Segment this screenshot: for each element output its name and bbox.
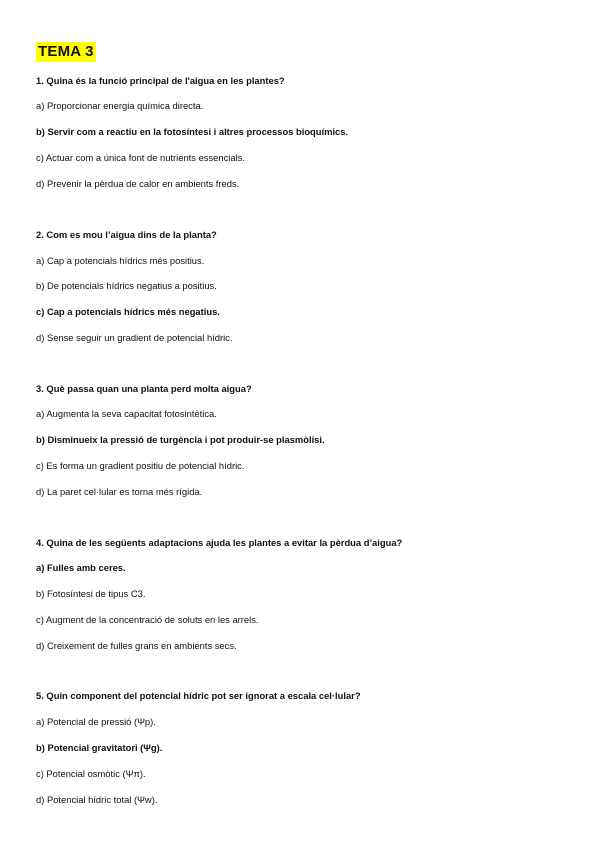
q2-option-c: c) Cap a potencials hídrics més negatius. — [36, 306, 220, 317]
question-3: 3. Què passa quan una planta perd molta aigua? — [36, 383, 252, 394]
question-2: 2. Com es mou l’aigua dins de la planta? — [36, 229, 217, 240]
q3-option-a: a) Augmenta la seva capacitat fotosintètica. — [36, 408, 217, 419]
q5-option-b: b) Potencial gravitatori (Ψg). — [36, 742, 163, 753]
q4-option-a: a) Fulles amb ceres. — [36, 562, 126, 573]
q2-option-a: a) Cap a potencials hídrics més positius. — [36, 255, 205, 266]
q4-option-b: b) Fotosíntesi de tipus C3. — [36, 588, 146, 599]
q3-option-d: d) La paret cel·lular es torna més rígida. — [36, 486, 203, 497]
q5-option-a: a) Potencial de pressió (Ψp). — [36, 716, 156, 727]
q1-option-d: d) Prevenir la pèrdua de calor en ambients freds. — [36, 178, 240, 189]
question-5: 5. Quin component del potencial hídric pot ser ignorat a escala cel·lular? — [36, 690, 361, 701]
q3-option-c: c) Es forma un gradient positiu de potencial hídric. — [36, 460, 245, 471]
q2-option-d: d) Sense seguir un gradient de potencial hídric. — [36, 332, 233, 343]
question-1: 1. Quina és la funció principal de l'aigua en les plantes? — [36, 75, 285, 86]
q4-option-c: c) Augment de la concentració de soluts en les arrels. — [36, 614, 259, 625]
q1-option-a: a) Proporcionar energia química directa. — [36, 100, 204, 111]
q3-option-b: b) Disminueix la pressió de turgència i pot produir-se plasmòlisi. — [36, 434, 325, 445]
q5-option-d: d) Potencial hídric total (Ψw). — [36, 794, 158, 805]
q5-option-c: c) Potencial osmòtic (Ψπ). — [36, 768, 146, 779]
page-title: TEMA 3 — [38, 43, 94, 60]
q1-option-c: c) Actuar com a única font de nutrients essencials. — [36, 152, 245, 163]
question-4: 4. Quina de les següents adaptacions ajuda les plantes a evitar la pèrdua d’aigua? — [36, 537, 403, 548]
q4-option-d: d) Creixement de fulles grans en ambients secs. — [36, 640, 237, 651]
q2-option-b: b) De potencials hídrics negatius a positius. — [36, 280, 217, 291]
q1-option-b: b) Servir com a reactiu en la fotosíntesi i altres processos bioquímics. — [36, 126, 349, 137]
